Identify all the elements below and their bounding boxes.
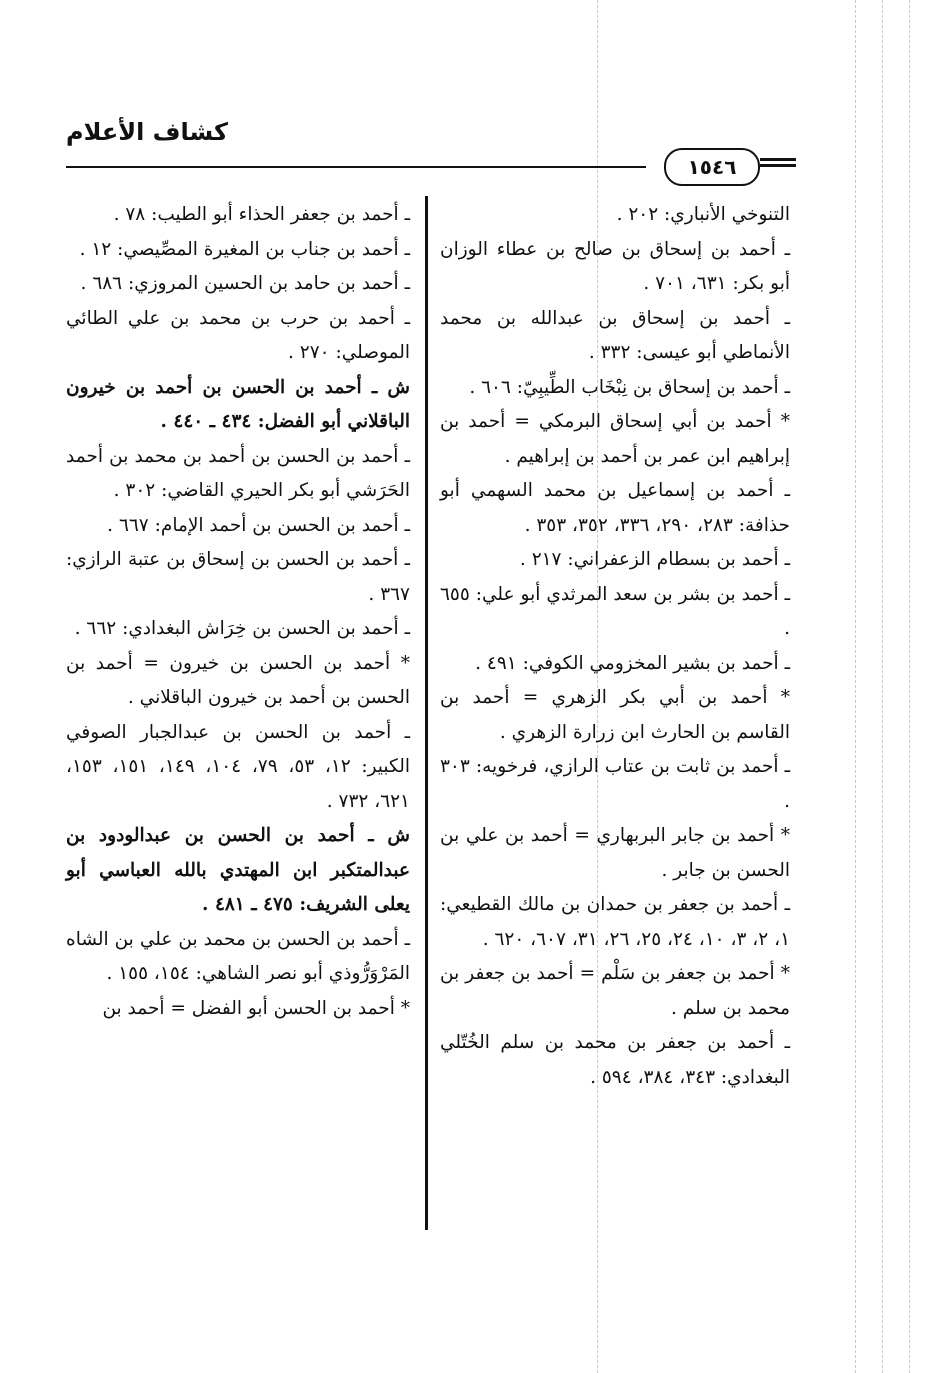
index-entry: ـ أحمد بن جعفر بن محمد بن سلم الخُتّلي البغدادي: ٣٤٣، ٣٨٤، ٥٩٤ . bbox=[440, 1032, 790, 1088]
index-entry: * أحمد بن أبي إسحاق البرمكي = أحمد بن إبراهيم ابن عمر بن أحمد بن إبراهيم . bbox=[440, 411, 790, 467]
index-column-right bbox=[440, 198, 790, 1095]
page-number-badge: ١٥٤٦ bbox=[664, 148, 760, 186]
index-entry: التنوخي الأنباري: ٢٠٢ . bbox=[616, 204, 790, 225]
scan-guide-line bbox=[882, 0, 883, 1373]
index-entry: * أحمد بن الحسن أبو الفضل = أحمد بن bbox=[102, 997, 410, 1019]
index-entry: ـ أحمد بن بشير المخزومي الكوفي: ٤٩١ . bbox=[475, 652, 790, 674]
scan-guide-line bbox=[855, 0, 856, 1373]
index-entry: ـ أحمد بن جعفر الحذاء أبو الطيب: ٧٨ . bbox=[113, 204, 410, 225]
index-entry: * أحمد بن أبي بكر الزهري = أحمد بن القاسم بن الحارث ابن زرارة الزهري . bbox=[440, 687, 790, 743]
index-entry: * أحمد بن الحسن بن خيرون = أحمد بن الحسن بن أحمد بن خيرون الباقلاني . bbox=[66, 652, 410, 708]
index-entry: ـ أحمد بن جعفر بن حمدان بن مالك القطيعي: ١، ٢، ٣، ١٠، ٢٤، ٢٥، ٢٦، ٣١، ٦٠٧، ٦٢٠ . bbox=[440, 894, 790, 950]
scan-guide-line bbox=[909, 0, 910, 1373]
index-entry: ـ أحمد بن الحسن بن خِرَاش البغدادي: ٦٦٢ . bbox=[74, 618, 410, 639]
index-entry: ش ـ أحمد بن الحسن بن أحمد بن خيرون الباقلاني أبو الفضل: ٤٣٤ ـ ٤٤٠ . bbox=[66, 376, 410, 432]
index-entry: ـ أحمد بن بشر بن سعد المرثدي أبو علي: ٦٥٥ . bbox=[440, 583, 790, 639]
index-entry: ـ أحمد بن إسحاق بن نِبْخَاب الطِّيبِيّ: ٦٠٦ . bbox=[469, 376, 790, 398]
index-entry: ـ أحمد بن الحسن بن أحمد الإمام: ٦٦٧ . bbox=[107, 514, 410, 536]
header-ornament-bars bbox=[760, 158, 796, 170]
index-entry: ـ أحمد بن حامد بن الحسين المروزي: ٦٨٦ . bbox=[80, 273, 410, 294]
index-entry: ـ أحمد بن الحسن بن محمد بن علي بن الشاه المَرْوَرُّوذي أبو نصر الشاهي: ١٥٤، ١٥٥ . bbox=[66, 928, 410, 984]
running-header-title: كشاف الأعلام bbox=[66, 118, 228, 146]
index-entry: ـ أحمد بن حرب بن محمد بن علي الطائي الموصلي: ٢٧٠ . bbox=[66, 307, 410, 363]
index-entry: * أحمد بن جعفر بن سَلْم = أحمد بن جعفر بن محمد بن سلم . bbox=[440, 963, 790, 1019]
column-divider bbox=[425, 196, 428, 1230]
index-entry: * أحمد بن جابر البربهاري = أحمد بن علي بن الحسن بن جابر . bbox=[440, 825, 790, 881]
index-column-left bbox=[66, 198, 410, 1026]
index-entry: ـ أحمد بن الحسن بن إسحاق بن عتبة الرازي: ٣٦٧ . bbox=[66, 549, 410, 605]
index-entry: ـ أحمد بن ثابت بن عتاب الرازي، فرخويه: ٣٠٣ . bbox=[440, 756, 790, 812]
index-entry: ـ أحمد بن الحسن بن عبدالجبار الصوفي الكبير: ١٢، ٥٣، ٧٩، ١٠٤، ١٤٩، ١٥١، ١٥٣، ٦٢١، ٧٣٢ . bbox=[66, 721, 410, 812]
index-entry: ـ أحمد بن إسحاق بن عبدالله بن محمد الأنماطي أبو عيسى: ٣٣٢ . bbox=[440, 307, 790, 363]
index-entry: ش ـ أحمد بن الحسن بن عبدالودود بن عبدالمتكبر ابن المهتدي بالله العباسي أبو يعلى الشريف: ٤٧٥ ـ ٤٨١ . bbox=[66, 825, 410, 915]
header-rule bbox=[66, 166, 646, 168]
index-entry: ـ أحمد بن جناب بن المغيرة المصِّيصي: ١٢ . bbox=[79, 238, 410, 260]
index-entry: ـ أحمد بن الحسن بن أحمد بن محمد بن أحمد الحَرَشي أبو بكر الحيري القاضي: ٣٠٢ . bbox=[66, 445, 410, 501]
index-entry: ـ أحمد بن إسماعيل بن محمد السهمي أبو حذافة: ٢٨٣، ٢٩٠، ٣٣٦، ٣٥٢، ٣٥٣ . bbox=[440, 480, 790, 536]
index-entry: ـ أحمد بن بسطام الزعفراني: ٢١٧ . bbox=[519, 549, 790, 570]
index-entry: ـ أحمد بن إسحاق بن صالح بن عطاء الوزان أبو بكر: ٦٣١، ٧٠١ . bbox=[440, 238, 790, 294]
